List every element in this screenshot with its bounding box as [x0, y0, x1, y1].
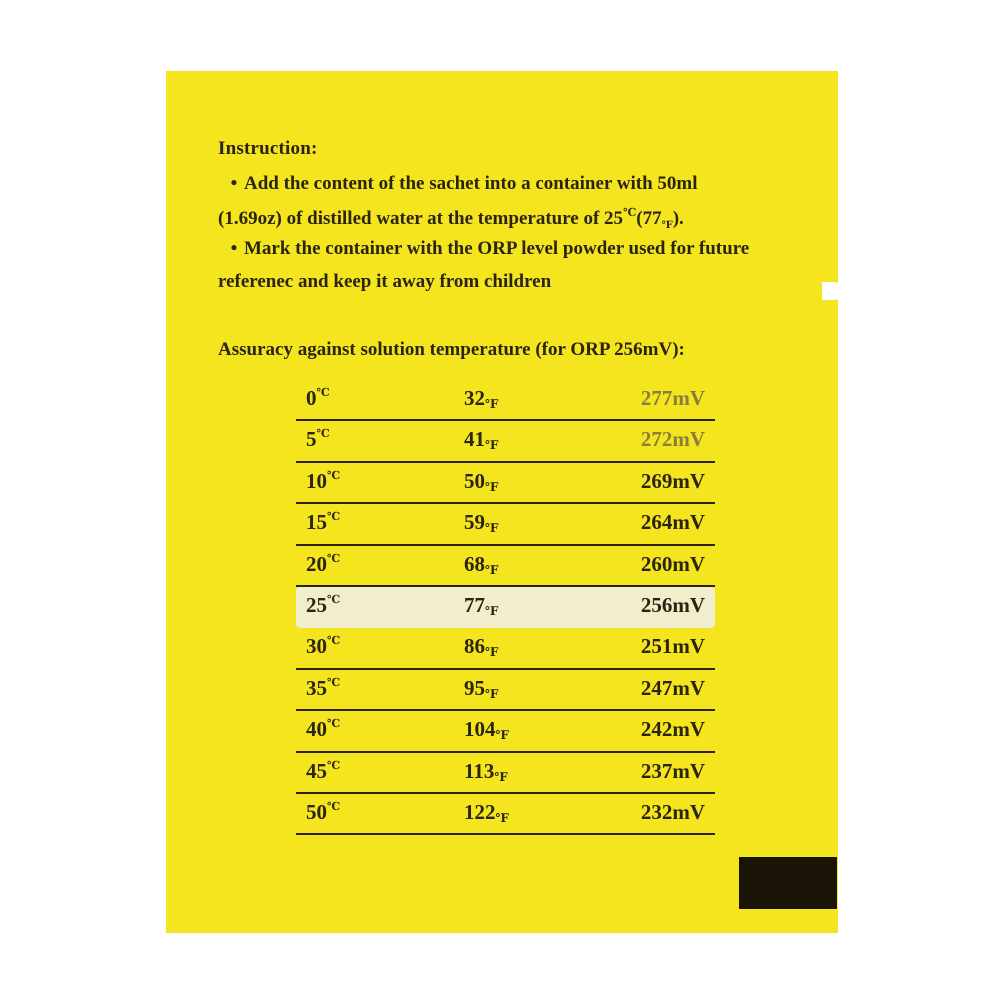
table-row — [296, 587, 715, 628]
celsius-cell: 5℃ — [306, 427, 330, 452]
fahrenheit-cell: 86℉ — [464, 634, 499, 660]
celsius-cell: 50℃ — [306, 799, 341, 824]
mv-cell: 260mV — [640, 551, 705, 576]
fahrenheit-cell: 122℉ — [464, 799, 509, 825]
fahrenheit-cell: 32℉ — [464, 386, 499, 411]
instruction-line-3: • Mark the container with the ORP level powder used for future — [224, 238, 749, 260]
table-heading: Assuracy against solution temperature (for ORP 256mV): — [218, 339, 685, 360]
table-row — [296, 753, 715, 794]
fahrenheit-cell: 59℉ — [464, 510, 499, 536]
instruction-block — [218, 138, 818, 360]
celsius-cell: 0℃ — [306, 386, 330, 410]
celsius-cell: 30℃ — [306, 634, 341, 659]
table-row — [296, 670, 715, 711]
mv-cell: 277mV — [640, 386, 705, 410]
celsius-cell: 25℃ — [306, 592, 341, 617]
fahrenheit-cell: 77℉ — [464, 592, 499, 618]
fahrenheit-cell: 113℉ — [464, 758, 508, 784]
mv-cell: 242mV — [640, 717, 705, 742]
fahrenheit-cell: 68℉ — [464, 551, 499, 577]
celsius-cell: 35℃ — [306, 675, 341, 700]
fahrenheit-cell: 50℉ — [464, 468, 499, 494]
celsius-cell: 15℃ — [306, 510, 341, 535]
tear-notch — [822, 282, 844, 300]
instruction-line-1: • Add the content of the sachet into a container with 50ml — [224, 173, 698, 195]
mv-cell: 237mV — [640, 758, 705, 783]
table-row — [296, 504, 715, 545]
black-label-block — [739, 857, 837, 909]
table-row — [296, 421, 715, 462]
table-row — [296, 794, 715, 835]
mv-cell: 264mV — [640, 510, 705, 535]
mv-cell: 251mV — [640, 634, 705, 659]
instruction-line-4: referenec and keep it away from children — [218, 271, 552, 292]
celsius-cell: 10℃ — [306, 468, 341, 493]
mv-cell: 247mV — [640, 675, 705, 700]
mv-cell: 256mV — [640, 592, 705, 617]
instruction-heading: Instruction: — [218, 138, 318, 159]
celsius-cell: 20℃ — [306, 551, 341, 576]
celsius-cell: 45℃ — [306, 758, 341, 783]
fahrenheit-cell: 104℉ — [464, 717, 509, 743]
temperature-table — [296, 380, 715, 835]
fahrenheit-cell: 41℉ — [464, 427, 499, 453]
table-row — [296, 463, 715, 504]
instruction-line-2: (1.69oz) of distilled water at the temperature of $25^℃(77_℉)$. — [218, 207, 684, 231]
table-row — [296, 380, 715, 421]
mv-cell: 232mV — [640, 799, 705, 824]
table-row — [296, 546, 715, 587]
bullet-icon: • — [230, 173, 238, 194]
table-row — [296, 628, 715, 669]
mv-cell: 269mV — [640, 468, 705, 493]
bullet-icon: • — [230, 238, 238, 259]
celsius-cell: 40℃ — [306, 717, 341, 742]
table-row — [296, 711, 715, 752]
fahrenheit-cell: 95℉ — [464, 675, 499, 701]
mv-cell: 272mV — [640, 427, 705, 452]
